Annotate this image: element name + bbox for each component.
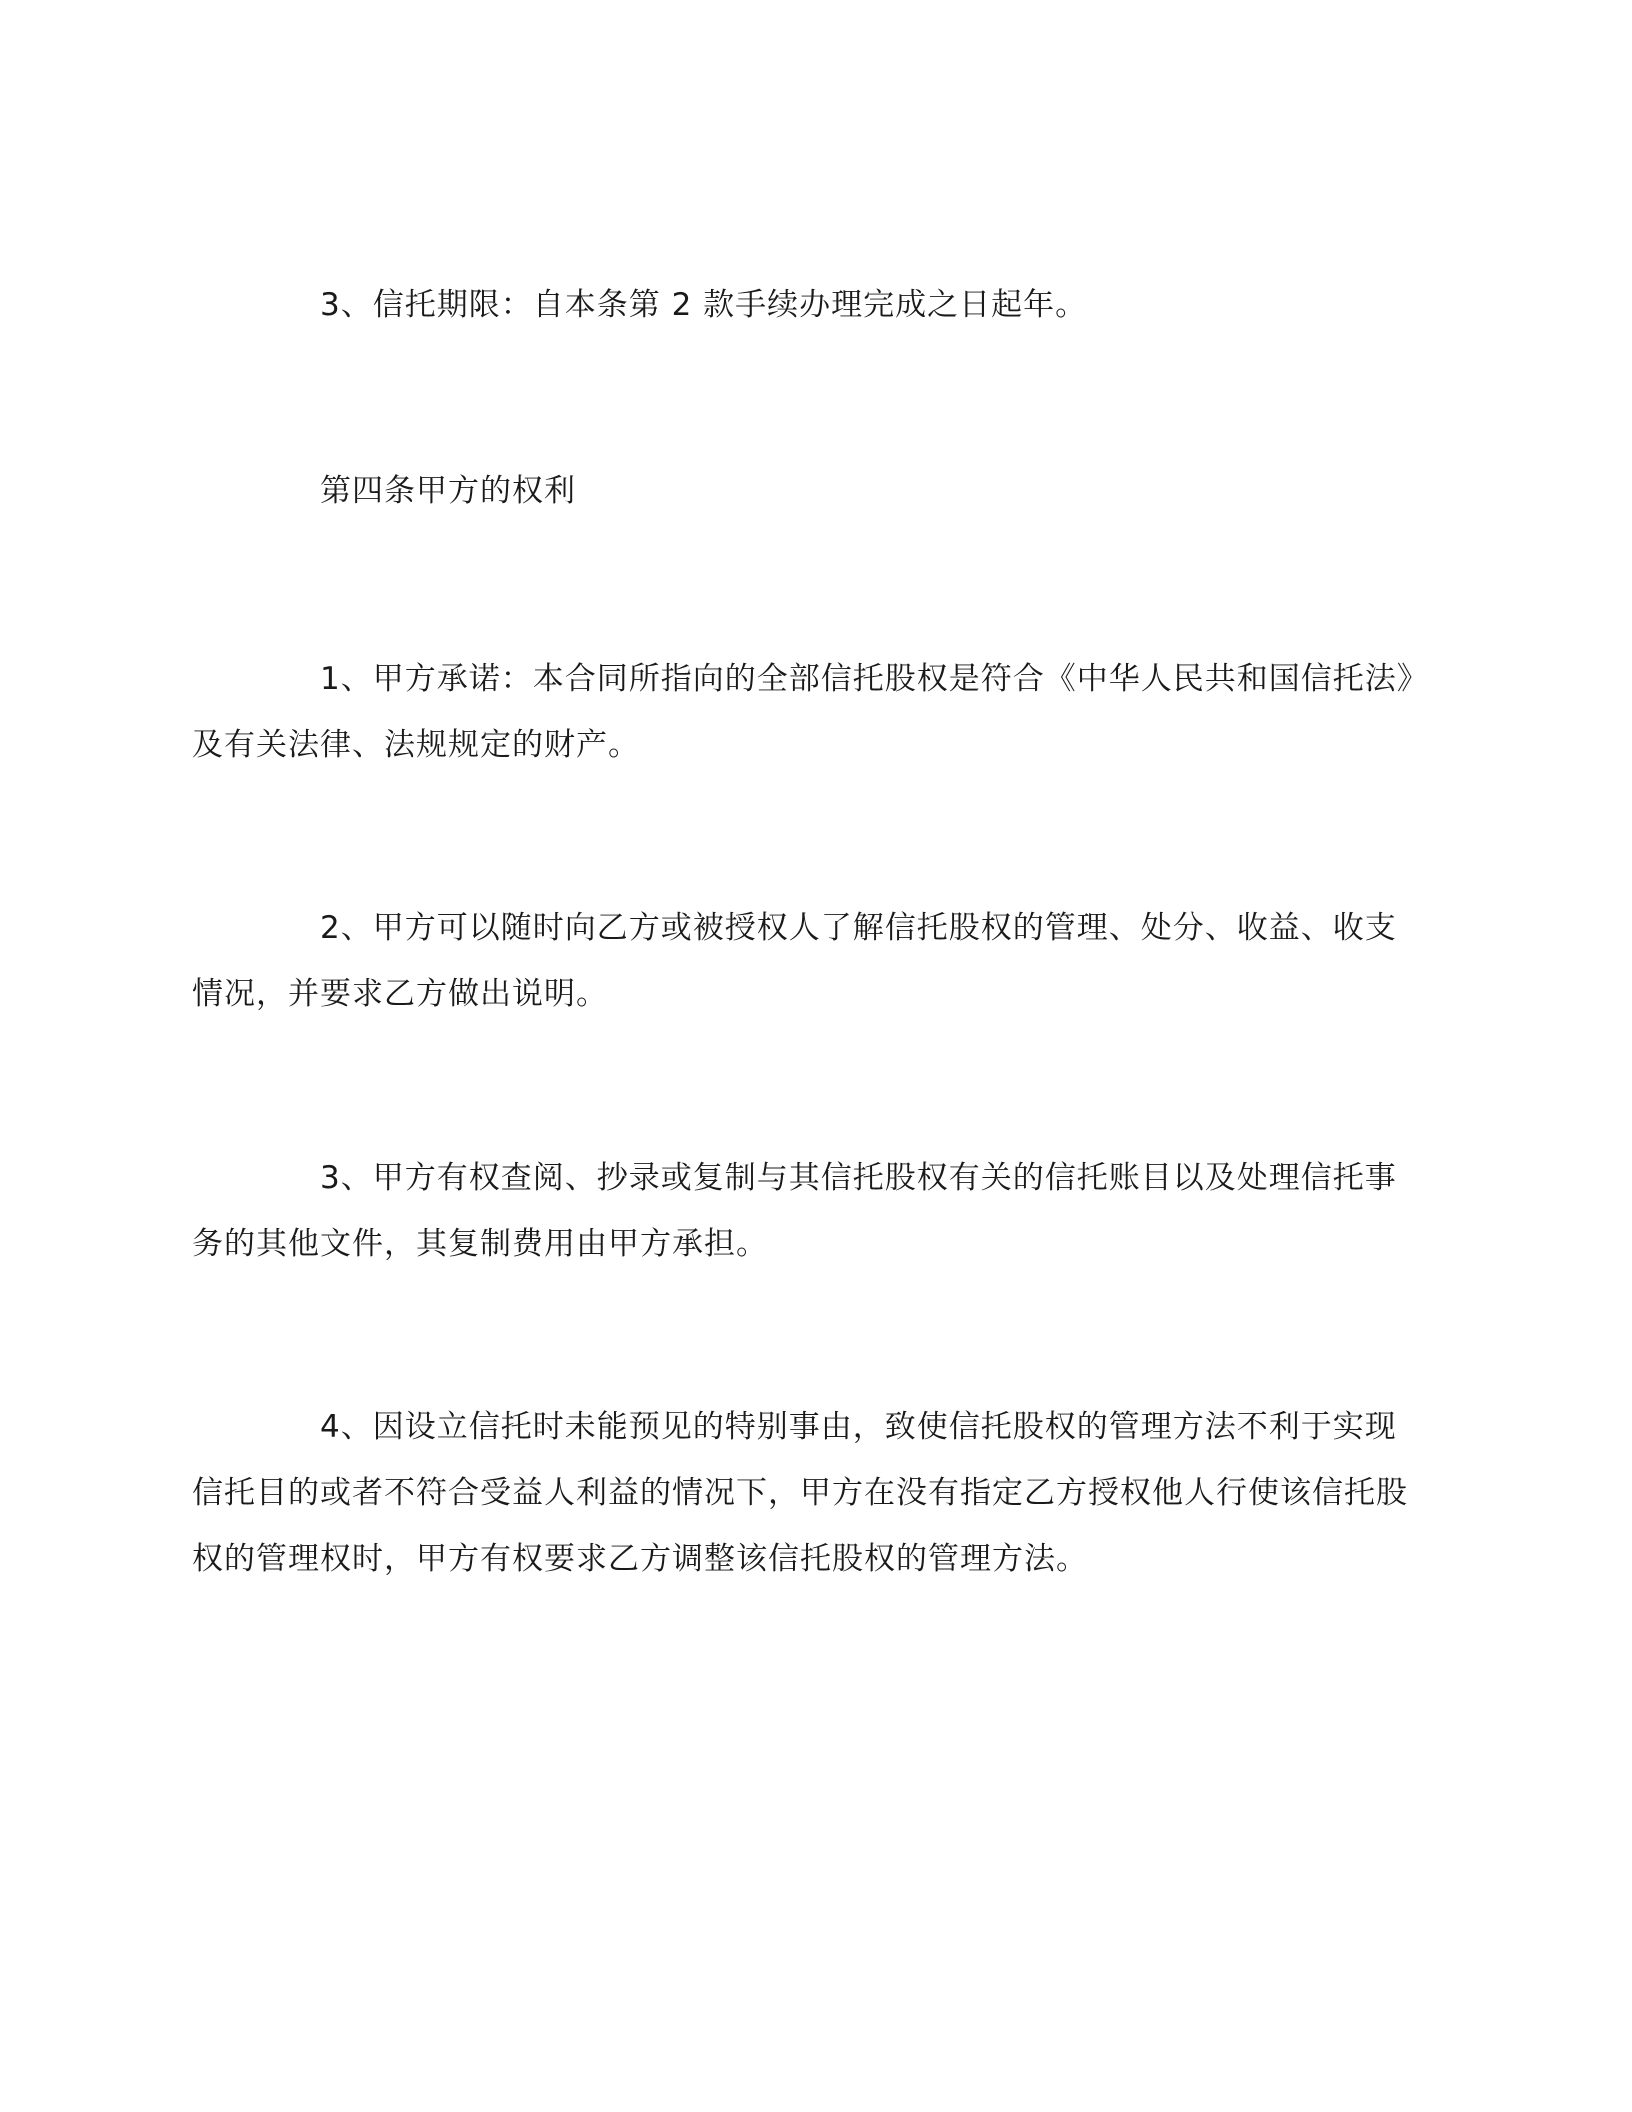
paragraph-clause-4: 4、因设立信托时未能预见的特别事由，致使信托股权的管理方法不利于实现信托目的或者不符合受益人利益的情况下，甲方在没有指定乙方授权他人行使该信托股权的管理权时，甲方有权要求乙方调整该信托股权的管理方法。 [192,1409,1408,1577]
section-heading-article-4: 第四条甲方的权利 [320,473,576,509]
paragraph-clause-2: 2、甲方可以随时向乙方或被授权人了解信托股权的管理、处分、收益、收支情况，并要求乙方做出说明。 [192,910,1397,1012]
paragraph-clause-1: 1、甲方承诺：本合同所指向的全部信托股权是符合《中华人民共和国信托法》及有关法律、法规规定的财产。 [192,661,1414,763]
paragraph-trust-term: 3、信托期限：自本条第 2 款手续办理完成之日起年。 [320,287,1088,323]
paragraph-clause-3: 3、甲方有权查阅、抄录或复制与其信托股权有关的信托账目以及处理信托事务的其他文件，其复制费用由甲方承担。 [192,1160,1397,1262]
